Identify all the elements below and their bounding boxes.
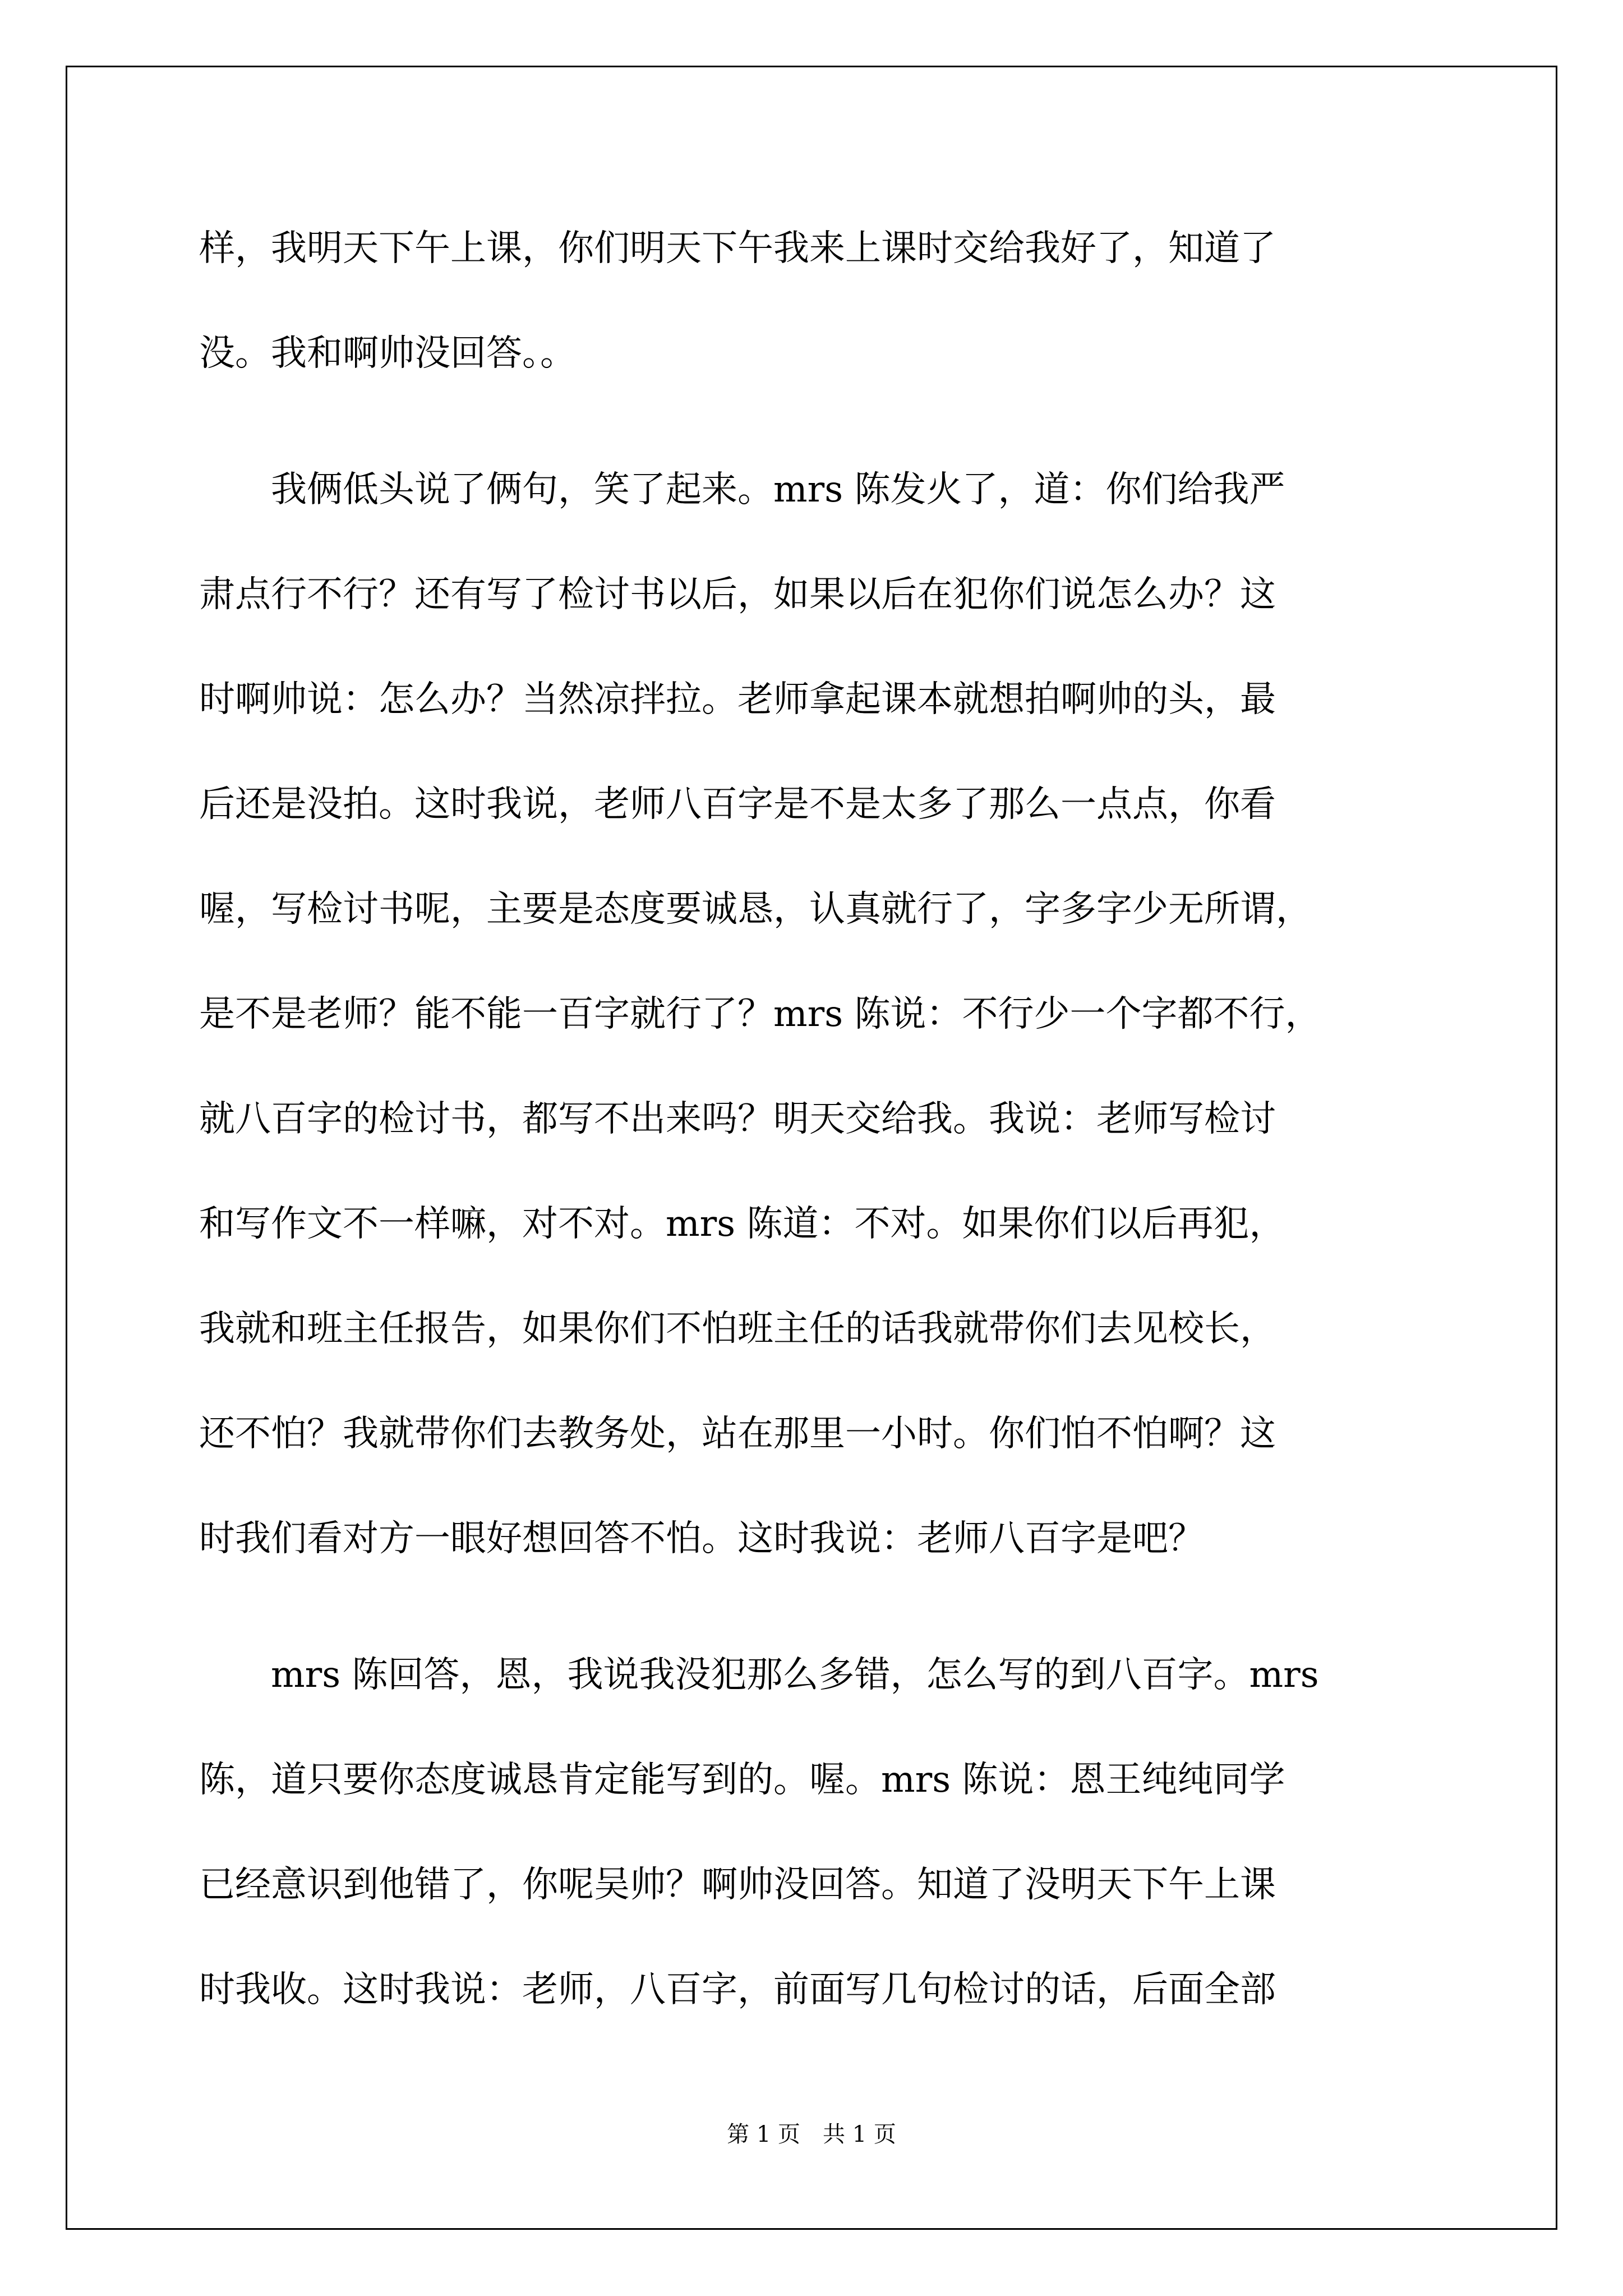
document-body	[199, 206, 1433, 2053]
page-footer: 第 1 页 共 1 页	[727, 2122, 896, 2147]
text-line: mrs 陈回答，恩，我说我没犯那么多错，怎么写的到八百字。mrs	[199, 1654, 1319, 1696]
text-line: 喔，写检讨书呢，主要是态度要诚恳，认真就行了，字多字少无所谓，	[199, 889, 1312, 930]
text-line: 还不怕？我就带你们去教务处，站在那里一小时。你们怕不怕啊？这	[199, 1413, 1276, 1455]
paragraph	[199, 1633, 1433, 2053]
text-line: 我俩低头说了俩句，笑了起来。mrs 陈发火了，道：你们给我严	[199, 469, 1285, 510]
text-line: 时我们看对方一眼好想回答不怕。这时我说：老师八百字是吧？	[199, 1518, 1204, 1559]
text-line: 就八百字的检讨书，都写不出来吗？明天交给我。我说：老师写检讨	[199, 1098, 1276, 1140]
text-line: 陈，道只要你态度诚恳肯定能写到的。喔。mrs 陈说：恩王纯纯同学	[199, 1759, 1285, 1801]
text-line: 没。我和啊帅没回答。。	[199, 333, 576, 374]
paragraph	[199, 206, 1433, 416]
text-line: 是不是老师？能不能一百字就行了？mrs 陈说：不行少一个字都不行，	[199, 993, 1321, 1035]
text-line: 我就和班主任报告，如果你们不怕班主任的话我就带你们去见校长，	[199, 1308, 1276, 1350]
text-line: 时啊帅说：怎么办？当然凉拌拉。老师拿起课本就想拍啊帅的头，最	[199, 679, 1276, 720]
paragraph	[199, 448, 1433, 1602]
text-line: 已经意识到他错了，你呢吴帅？啊帅没回答。知道了没明天下午上课	[199, 1864, 1276, 1906]
text-line: 和写作文不一样嘛，对不对。mrs 陈道：不对。如果你们以后再犯，	[199, 1203, 1285, 1245]
text-line: 肃点行不行？还有写了检讨书以后，如果以后在犯你们说怎么办？这	[199, 574, 1276, 615]
text-line: 样，我明天下午上课，你们明天下午我来上课时交给我好了，知道了	[199, 228, 1276, 269]
paragraph-gap	[199, 416, 1433, 448]
text-line: 后还是没拍。这时我说，老师八百字是不是太多了那么一点点，你看	[199, 784, 1276, 825]
paragraph-gap	[199, 1602, 1433, 1633]
text-line: 时我收。这时我说：老师，八百字，前面写几句检讨的话，后面全部	[199, 1969, 1276, 2010]
